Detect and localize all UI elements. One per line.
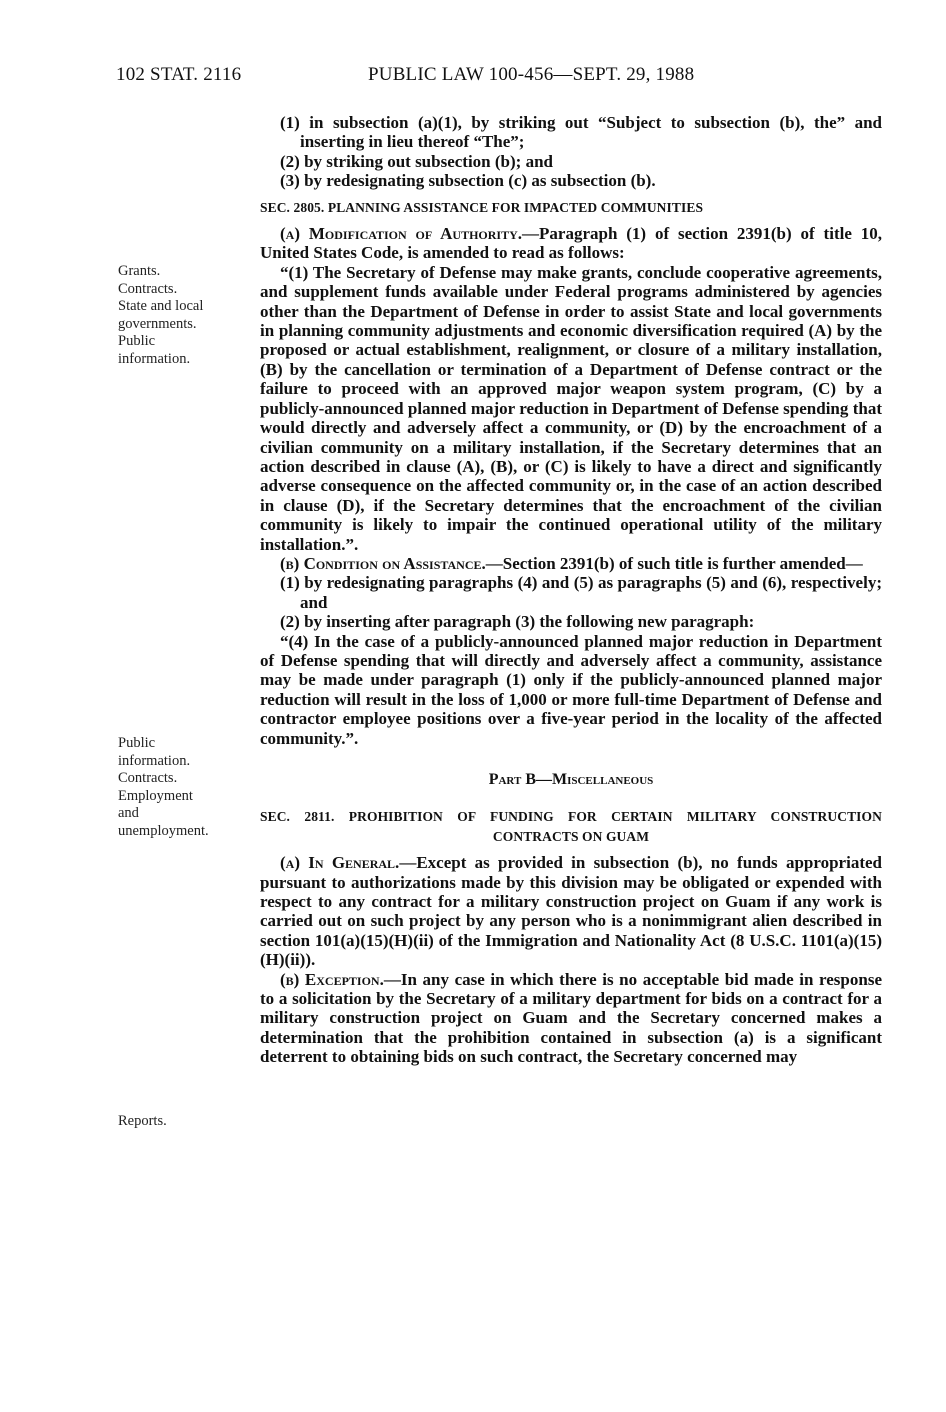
public-law-title: PUBLIC LAW 100-456—SEPT. 29, 1988 (368, 64, 695, 85)
subsection-a-heading: (a) Modification of Authority. (280, 224, 523, 244)
section-2811-b-heading: (b) Exception. (280, 969, 384, 989)
section-2805-a: (a) Modification of Authority.—Paragraph (1) of section 2391(b) of title 10, United States Code, is amended to read as follows: (260, 224, 882, 263)
part-b-heading: Part B—Miscellaneous (488, 771, 654, 788)
subsection-b-heading: (b) Condition on Assistance. (280, 553, 486, 573)
section-2811-b: (b) Exception.—In any case in which there is no acceptable bid made in response to a solicitation by the Secretary of a military department for bids on a contract for a military construction project on Guam and the Secretary concerned makes a determination that the prohibition contained in subsection (a) is a significant deterrent to obtaining bids on such contract, the Secretary concerned may (260, 969, 882, 1067)
margin-note-public-information: Public information. Contracts. Employment and unemployment. (118, 735, 209, 839)
section-2805-b-paragraph-2: (2) by inserting after paragraph (3) the following new paragraph: (280, 612, 755, 632)
section-2811-heading: SEC. 2811. PROHIBITION OF FUNDING FOR CERTAIN MILITARY CONSTRUCTION CONTRACTS ON GUAM (260, 809, 882, 844)
statute-page-number: 102 STAT. 2116 (116, 64, 242, 85)
section-2805-b-quote: “(4) In the case of a publicly-announced planned major reduction in Department of Defense spending that will directly and adversely affect a community, assistance may be made under paragraph (1) only if the publicly-announced planned major reduction will result in the loss of 1,000 or more full-time Department of Defense and contractor employee positions over a five-year period in the locality of the affected community.”. (260, 631, 882, 748)
paragraph-3: (3) by redesignating subsection (c) as subsection (b). (280, 171, 656, 191)
body-text (260, 113, 882, 1067)
section-2805-a-quote: “(1) The Secretary of Defense may make grants, conclude cooperative agreements, and supplement funds available under Federal programs administered by agencies other than the Department of Defense in order to assist State and local governments in planning community adjustments and economic diversification required (A) by the proposed or actual establishment, realignment, or closure of a military installation, (B) by the cancellation or termination of a Department of Defense contract or the failure to proceed with an approved major weapon system program, (C) by a publicly-announced planned major reduction in Department of Defense spending that would directly and adversely affect a community, or (D) by the encroachment of a civilian community on a military installation, if the Secretary determines that an action described in clause (A), (B), or (C) is likely to have a direct and significantly adverse consequence on the affected community or, in the case of an action described in clause (D), if the Secretary determines that the encroachment of the civilian community is likely to impair the continued operational utility of the military installation.”. (260, 262, 882, 554)
page-header (116, 64, 886, 92)
margin-note-reports: Reports. (118, 1113, 167, 1129)
paragraph-1: (1) in subsection (a)(1), by striking out “Subject to subsection (b), the” and inserting in lieu thereof “The”; (280, 113, 882, 152)
paragraph-2: (2) by striking out subsection (b); and (280, 151, 553, 171)
section-2811-a: (a) In General.—Except as provided in subsection (b), no funds appropriated pursuant to authorizations made by this division may be obligated or expended with respect to any contract for a military construction project on Guam if any work is carried out on such project by any person who is a nonimmigrant alien described in section 101(a)(15)(H)(ii) of the Immigration and Nationality Act (8 U.S.C. 1101(a)(15)(H)(ii)). (260, 853, 882, 970)
section-2805-b: (b) Condition on Assistance.—Section 2391(b) of such title is further amended— (280, 553, 863, 573)
section-2805-b-paragraph-1: (1) by redesignating paragraphs (4) and (5) as paragraphs (5) and (6), respectively; and (280, 573, 882, 612)
section-2811-a-heading: (a) In General. (280, 853, 400, 873)
section-2805-heading: SEC. 2805. PLANNING ASSISTANCE FOR IMPACTED COMMUNITIES (260, 199, 704, 215)
margin-note-grants: Grants. Contracts. State and local governments. Public information. (118, 263, 204, 367)
